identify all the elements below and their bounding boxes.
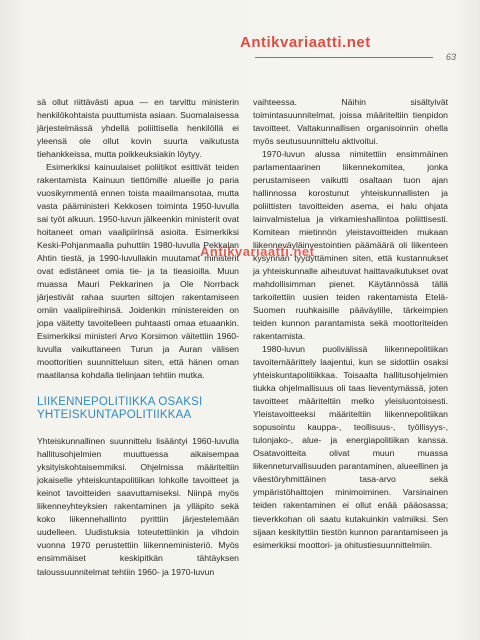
right-paragraph-2: 1970-luvun alussa nimitettiin ensimmäinen parlamentaarinen liikennekomitea, jonka perustamiseen vaikutti osaltaan tuon ajan hallinnossa korostunut yhteiskunnallisten ja poliittisten tavoitteiden asema, ei halu ohjata lainvalmistelua ja virkamieshallintoa poliittisesti. Komitean mietinnön yleistavoitteiden mukaan liikenneväyläinvestointien päämäärä oli liikenteen kysynnän tyydyttäminen siten, että kustannukset ja yhteiskunnalle aiheutuvat haittavaikutukset ovat mahdollisimman pienet. Käytännössä tällä tarkoitettiin uusien teiden rakentamista Etelä-Suomen ruuhkaisille pääväylille, tärkeimpien teiden kunnon parantamista sekä moottoriteiden rakentamista. (253, 149, 448, 342)
left-paragraph-2: Esimerkiksi kainuulaiset poliitikot esittivät teiden rakentamista Kainuun tiettömille alueille jo paria vuosikymmentä ennen toista maailmansotaa, mutta vasta pääministeri Kekkosen toiminta 1950-luvulla sai työt alkuun. 1950-luvun jälkeenkin ministerit ovat hoitaneet oman vaalipiirinsä asioita. Esimerkiksi Keski-Pohjanmaalla puhuttiin 1980-luvulla Pekkalan Ahtin tiestä, ja 1990-luvullakin muutamat ministerit ovat edistäneet omia tie- ja ta tieasioilla. Muun muassa Mauri Pekkarinen ja Ole Norrback järjestivät rahaa suurten siltojen rakentamiseen omiin vaalipiireihinsä. Joidenkin ministereiden on jopa väitetty tavoitelleen puhtaasti omaa etuaankin. Esimerkiksi ministeri Arvo Korsimon väitettiin 1960-luvulla vaikuttaneen Turun ja Auran välisen moottoritien suunnitteluun siten, että hänen oman maatilansa kohdalla tielinjaan tehtiin mutka. (37, 162, 239, 381)
watermark-top: Antikvariaatti.net (240, 34, 371, 51)
left-column (37, 96, 239, 579)
right-column (253, 96, 448, 552)
header-rule (255, 57, 433, 58)
page-number: 63 (446, 52, 457, 62)
watermark-middle: Antikvariaatti.net (200, 244, 315, 259)
section-heading (37, 396, 239, 422)
left-paragraph-1: sä ollut riittävästi apua — en tarvittu ministerin henkilökohtaista puuttumista asiaan. Suomalaisessa järjestelmässä yhdellä poliittisella henkilöllä ei yleensä ole ollut kovin suurta vaikutusta tiehankkeissa, mutta poikkeuksiakin löytyy. (37, 97, 239, 160)
left-paragraph-3: Yhteiskunnallinen suunnittelu lisääntyi 1960-luvulla hallitusohjelmien muuttuessa aikaisempaa yksityiskohtaisemmiksi. Ohjelmissa määriteltiin jokaiselle yhteiskuntapolitiikan lohkolle tavoitteet ja keinot tavoitteiden saavuttamiseksi. Niinpä myös liikenneyhteyksien rakentaminen ja ylläpito sekä koko liikennehallinto pyrittiin järjestelemään uudelleen. Uudistuksia toteutettiinkin ja vihdoin vuonna 1970 perustettiin liikenneministeriö. Myös ensimmäiset keskipitkän tähtäyksen taloussuunnitelmat tehtiin 1960- ja 1970-luvun (37, 436, 239, 577)
right-paragraph-3: 1980-luvun puolivälissä liikennepolitiikan tavoitemäärittely laajentui, kun se sidottiin osaksi yhteiskuntapolitiikkaa. Toisaalta hallitusohjelmien tiukka ohjelmallisuus oli taas lieventymässä, joten tavoitteet määriteltiin melko yleisluontoisesti. Yleistavoitteeksi määriteltiin liikennepolitiikan sopusointu kauppa-, teollisuus-, työllisyys-, tulonjako-, alue- ja energiapolitiikan kanssa. Osatavoitteita olivat muun muassa liikenneturvallisuuden parantaminen, alueellinen ja väestöryhmittäinen tasa-arvo sekä ympäristöhaittojen minimoiminen. Varsinainen teiden rakentaminen ei ollut enää pääosassa; tieverkkohan oli saatu kutakuinkin valmiiksi. Sen sijaan keskityttiin tiestön kunnon parantamiseen ja esimerkiksi moottori- ja ohitustiesuunnittelmiin. (253, 344, 448, 550)
section-heading-line-1: LIIKENNEPOLITIIKKA OSAKSI (37, 396, 203, 409)
right-paragraph-1: vaihteessa. Näihin sisältyivät toimintasuunnitelmat, joissa määriteltiin tienpidon tavoitteet. Valtakunnallisen organisoinnin ohella myös seutusuunnittelu aktivoitui. (253, 97, 448, 147)
section-heading-line-2: YHTEISKUNTAPOLITIIKKAA (37, 409, 192, 422)
